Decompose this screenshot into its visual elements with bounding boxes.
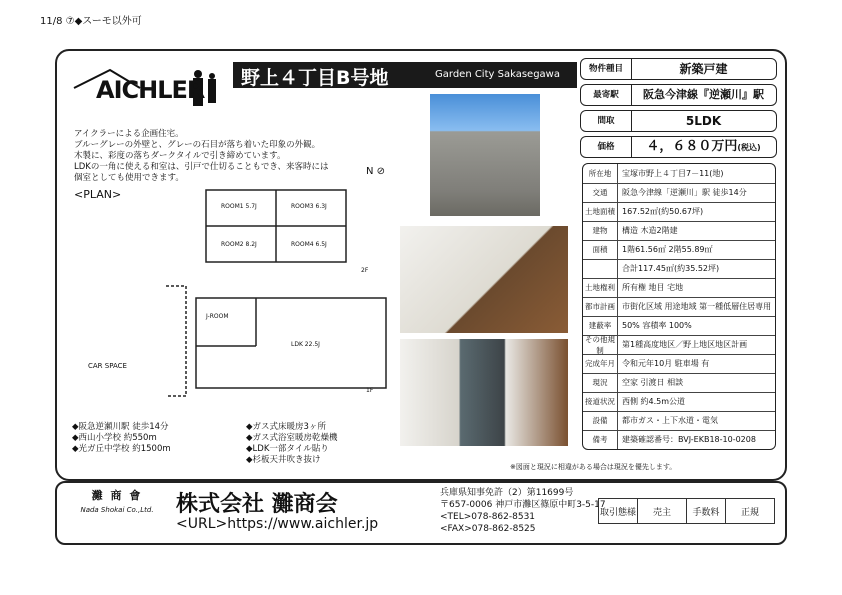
company-logo-sub: Nada Shokai Co.,Ltd. (80, 506, 154, 514)
type-box: 物件種目 新築戸建 (580, 58, 777, 80)
layout-box: 間取 5LDK (580, 110, 777, 132)
company-logo-text: 灘 商 會 (91, 489, 143, 502)
floor1-label: 1F (366, 387, 374, 394)
car-space-label: CAR SPACE (88, 362, 127, 370)
detail-key: 面積 (583, 240, 618, 259)
detail-row (583, 202, 775, 222)
detail-key: 土地権利 (583, 278, 618, 297)
detail-value: 所有権 地目 宅地 (622, 283, 684, 292)
detail-key: 完成年月 (583, 354, 618, 373)
detail-key: その他規制 (583, 335, 618, 354)
exterior-photo (430, 94, 540, 216)
station-box: 最寄駅 阪急今津線『逆瀬川』駅 (580, 84, 777, 106)
property-title: 野上４丁目B号地 (241, 67, 389, 89)
interior-room-photo (400, 339, 568, 446)
disclaimer: ※図面と現況に相違がある場合は現況を優先します。 (510, 463, 677, 471)
detail-row (583, 240, 775, 260)
detail-value: 令和元年10月 駐車場 有 (622, 359, 710, 368)
room3-label: ROOM3 6.3J (291, 203, 327, 210)
floor2-label: 2F (361, 267, 369, 274)
deal-label-2: 手数料 (687, 499, 726, 524)
room4-label: ROOM4 6.5J (291, 241, 327, 248)
detail-key: 所在地 (583, 164, 618, 183)
detail-value: 167.52㎡(約50.67坪) (622, 207, 704, 216)
plan-label: <PLAN> (74, 188, 122, 201)
detail-key: 備考 (583, 430, 618, 449)
detail-row (583, 164, 775, 184)
title-bar (233, 62, 577, 88)
aichler-logo (70, 62, 220, 110)
detail-key: 土地面積 (583, 202, 618, 221)
detail-key: 建蔽率 (583, 316, 618, 335)
room2-label: ROOM2 8.2J (221, 241, 257, 248)
north-icon: N ⊘ (366, 166, 386, 177)
detail-key: 建物 (583, 221, 618, 240)
detail-value: 空家 引渡日 相談 (622, 378, 684, 387)
detail-key: 設備 (583, 411, 618, 430)
company-name: 株式会社 灘商会 (176, 492, 338, 517)
detail-row (583, 335, 775, 355)
description: アイクラーによる企画住宅。 ブルーグレーの外壁と、グレーの石目が落ち着いた印象の外観。 木製に、彩度の落ちダークタイルで引き締めています。 LDKの一角に使える和室は、引戸で仕切ることもでき、来客時には 個室としても使用できます。 (74, 129, 329, 183)
details-table (582, 163, 776, 450)
detail-value: 1階61.56㎡ 2階55.89㎡ (622, 245, 713, 254)
detail-row (583, 297, 775, 317)
top-note: 11/8 ⑦◆スーモ以外可 (40, 16, 142, 27)
price-value: ４，６８０万円 (646, 139, 738, 154)
detail-value: 都市ガス・上下水道・電気 (622, 416, 718, 425)
feature-bullets: ◆ガス式床暖房3ヶ所 ◆ガス式浴室暖房乾燥機 ◆LDK一部タイル貼り ◆杉板天井吹き抜け (246, 422, 338, 465)
access-bullets: ◆阪急逆瀬川駅 徒歩14分 ◆西山小学校 約550m ◆光ガ丘中学校 約1500m (72, 422, 171, 454)
ldk-label: LDK 22.5J (291, 341, 320, 348)
detail-value: 西側 約4.5m公道 (622, 397, 686, 406)
company-logo (72, 487, 162, 529)
floor-plan (166, 186, 391, 416)
detail-row (583, 183, 775, 203)
detail-row (583, 430, 775, 450)
detail-value: 50% 容積率 100% (622, 321, 692, 330)
detail-row (583, 354, 775, 374)
detail-row (583, 278, 775, 298)
detail-value: 合計117.45㎡(約35.52坪) (622, 264, 720, 273)
price-box: 価格 ４，６８０万円(税込) (580, 136, 777, 158)
logo-text: AICHLER (96, 76, 205, 104)
deal-value-1: 売主 (638, 499, 687, 524)
detail-key (583, 259, 618, 278)
detail-key: 現況 (583, 373, 618, 392)
detail-value: 第1種高度地区／野上地区地区計画 (622, 340, 748, 349)
detail-row (583, 259, 775, 279)
detail-row (583, 411, 775, 431)
detail-key: 接道状況 (583, 392, 618, 411)
detail-value: 構造 木造2階建 (622, 226, 678, 235)
detail-row (583, 221, 775, 241)
company-url[interactable]: <URL>https://www.aichler.jp (176, 516, 379, 532)
company-license: 兵庫県知事免許（2）第11699号 〒657-0006 神戸市灘区篠原中町3-5-17 <TEL>078-862-8531 <FAX>078-862-8525 (440, 488, 606, 534)
detail-value: 建築確認番号：BVJ-EKB18-10-0208 (622, 435, 756, 444)
detail-value: 宝塚市野上４丁目7－11(地) (622, 169, 724, 178)
price-tax: (税込) (737, 143, 761, 152)
property-subtitle: Garden City Sakasegawa (435, 69, 560, 80)
deal-label-1: 取引態様 (599, 499, 638, 524)
detail-key: 都市計画 (583, 297, 618, 316)
detail-row (583, 392, 775, 412)
detail-value: 市街化区域 用途地域 第一種低層住居専用 (622, 302, 772, 311)
room1-label: ROOM1 5.7J (221, 203, 257, 210)
interior-stairs-photo (400, 226, 568, 333)
deal-value-2: 正規 (726, 499, 775, 524)
deal-table (598, 498, 775, 524)
detail-key: 交通 (583, 183, 618, 202)
jroom-label: J-ROOM (206, 313, 229, 320)
detail-row (583, 373, 775, 393)
detail-value: 阪急今津線「逆瀬川」駅 徒歩14分 (622, 188, 747, 197)
